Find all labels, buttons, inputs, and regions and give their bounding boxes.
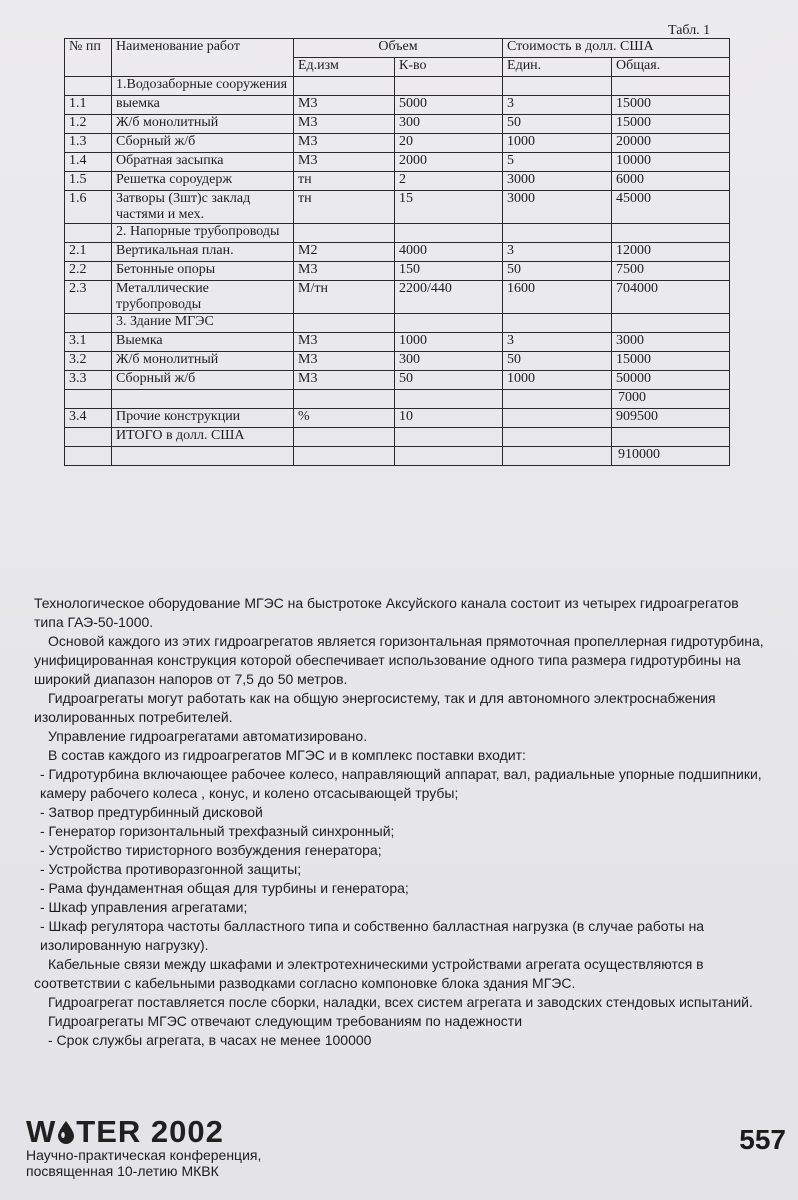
header-qty: К-во	[395, 58, 503, 77]
table-row	[65, 262, 730, 281]
cell-num: 1.6	[65, 191, 112, 224]
cell-total: 909500	[612, 409, 730, 428]
cell-qty: 300	[395, 352, 503, 371]
cell-qty: 2200/440	[395, 281, 503, 314]
cell-num: 1.2	[65, 115, 112, 134]
cell-qty	[395, 447, 503, 466]
cell-name: Обратная засыпка	[112, 153, 294, 172]
logo-text-right: TER 2002	[76, 1114, 224, 1149]
subtitle-line: Научно-практическая конференция,	[26, 1147, 262, 1163]
cell-total	[612, 77, 730, 96]
cell-qty: 10	[395, 409, 503, 428]
table-row	[65, 390, 730, 409]
list-item: - Шкаф управления агрегатами;	[40, 899, 248, 915]
cell-unit: М3	[294, 262, 395, 281]
cell-num	[65, 224, 112, 243]
cell-qty: 5000	[395, 96, 503, 115]
table-row	[65, 281, 730, 314]
cell-total: 50000	[612, 371, 730, 390]
cell-total: 15000	[612, 352, 730, 371]
cell-num	[65, 447, 112, 466]
cell-name: Решетка сороудерж	[112, 172, 294, 191]
cell-unit-price	[503, 447, 612, 466]
cell-total: 7000	[612, 390, 730, 409]
cell-qty: 300	[395, 115, 503, 134]
cell-total: 20000	[612, 134, 730, 153]
table-row	[65, 371, 730, 390]
cell-name	[112, 390, 294, 409]
cell-unit	[294, 428, 395, 447]
cell-unit: тн	[294, 191, 395, 224]
cell-total: 704000	[612, 281, 730, 314]
cell-name: Выемка	[112, 333, 294, 352]
cell-unit-price: 5	[503, 153, 612, 172]
cell-name: Ж/б монолитный	[112, 352, 294, 371]
header-num: № пп	[65, 39, 112, 77]
paragraph: Гидроагрегаты МГЭС отвечают следующим требованиям по надежности	[48, 1013, 523, 1029]
table-row	[65, 314, 730, 333]
cell-num: 1.5	[65, 172, 112, 191]
cell-name: Металлические трубопроводы	[112, 281, 294, 314]
list-item: - Затвор предтурбинный дисковой	[40, 804, 263, 820]
cell-qty: 2000	[395, 153, 503, 172]
cell-unit-price: 3000	[503, 172, 612, 191]
cell-unit: М3	[294, 153, 395, 172]
paragraph: Кабельные связи между шкафами и электротехническими устройствами агрегата осуществляются в соответствии с кабельными разводками согласно компоновке блока здания МГЭС.	[34, 956, 704, 991]
cell-unit: М3	[294, 96, 395, 115]
cell-num: 1.3	[65, 134, 112, 153]
works-cost-table	[64, 38, 730, 466]
cell-num: 1.4	[65, 153, 112, 172]
cell-unit: М3	[294, 115, 395, 134]
cell-unit-price: 3	[503, 96, 612, 115]
table-row	[65, 243, 730, 262]
cell-name	[112, 447, 294, 466]
cell-unit: М/тн	[294, 281, 395, 314]
header-cost: Стоимость в долл. США	[503, 39, 730, 58]
cell-unit-price: 1000	[503, 371, 612, 390]
cell-name: ИТОГО в долл. США	[112, 428, 294, 447]
cell-total: 910000	[612, 447, 730, 466]
table-row	[65, 134, 730, 153]
header-volume: Объем	[294, 39, 503, 58]
paragraph: Гидроагрегат поставляется после сборки, наладки, всех систем агрегата и заводских стендовых испытаний.	[48, 994, 753, 1010]
cell-num: 3.4	[65, 409, 112, 428]
cell-total: 7500	[612, 262, 730, 281]
list-item: - Устройства противоразгонной защиты;	[40, 861, 302, 877]
header-total: Общая.	[612, 58, 730, 77]
table-row	[65, 428, 730, 447]
subtitle-line: посвященная 10-летию МКВК	[26, 1163, 219, 1179]
cell-unit: М3	[294, 371, 395, 390]
cell-total: 12000	[612, 243, 730, 262]
cell-num	[65, 428, 112, 447]
cell-unit-price	[503, 77, 612, 96]
cell-num: 2.3	[65, 281, 112, 314]
paragraph: Технологическое оборудование МГЭС на быстротоке Аксуйского канала состоит из четырех гидроагрегатов типа ГАЭ-50-1000.	[34, 595, 739, 630]
cell-name: Затворы (3шт)с заклад частями и мех.	[112, 191, 294, 224]
cell-qty	[395, 390, 503, 409]
cell-unit: М3	[294, 352, 395, 371]
cell-name: Сборный ж/б	[112, 134, 294, 153]
cell-unit: М2	[294, 243, 395, 262]
cell-qty	[395, 77, 503, 96]
cell-num: 3.2	[65, 352, 112, 371]
water-drop-icon	[56, 1120, 76, 1144]
table-row	[65, 447, 730, 466]
cell-unit-price: 1600	[503, 281, 612, 314]
list-item: - Гидротурбина включающее рабочее колесо, направляющий аппарат, вал, радиальные упорные подшипники, камеру рабочего колеса , конус, и колено отсасывающей трубы;	[40, 766, 762, 801]
cell-unit	[294, 77, 395, 96]
page-number: 557	[739, 1124, 786, 1155]
cell-num: 1.1	[65, 96, 112, 115]
cell-unit-price: 3	[503, 333, 612, 352]
table-row	[65, 172, 730, 191]
cell-unit	[294, 224, 395, 243]
cell-total: 15000	[612, 115, 730, 134]
cell-qty: 1000	[395, 333, 503, 352]
cell-unit	[294, 390, 395, 409]
cell-total	[612, 428, 730, 447]
table-row	[65, 224, 730, 243]
table-row	[65, 352, 730, 371]
cell-qty: 4000	[395, 243, 503, 262]
list-item: - Шкаф регулятора частоты балластного типа и собственно балластная нагрузка (в случае работы на изолированную нагрузку).	[40, 918, 705, 953]
cell-qty	[395, 224, 503, 243]
cell-unit-price: 1000	[503, 134, 612, 153]
cell-num	[65, 77, 112, 96]
cell-unit: тн	[294, 172, 395, 191]
cell-name: 1.Водозаборные сооружения	[112, 77, 294, 96]
list-item: - Генератор горизонтальный трехфазный синхронный;	[40, 823, 395, 839]
cell-total: 45000	[612, 191, 730, 224]
cell-unit-price: 3	[503, 243, 612, 262]
cell-unit	[294, 314, 395, 333]
cell-qty	[395, 314, 503, 333]
cell-unit-price: 3000	[503, 191, 612, 224]
table-row	[65, 96, 730, 115]
cell-unit-price: 50	[503, 115, 612, 134]
cell-num	[65, 314, 112, 333]
table-row	[65, 153, 730, 172]
list-item: - Устройство тиристорного возбуждения генератора;	[40, 842, 382, 858]
cell-total: 6000	[612, 172, 730, 191]
table-row	[65, 409, 730, 428]
cell-unit: М3	[294, 333, 395, 352]
cell-num: 2.1	[65, 243, 112, 262]
cell-qty	[395, 428, 503, 447]
cell-name: Ж/б монолитный	[112, 115, 294, 134]
cell-num: 3.1	[65, 333, 112, 352]
paragraph: Гидроагрегаты могут работать как на общую энергосистему, так и для автономного электроснабжения изолированных потребителей.	[34, 690, 716, 725]
conference-subtitle	[26, 1147, 261, 1179]
conference-logo	[26, 1114, 224, 1150]
body-text	[34, 594, 764, 1050]
cell-qty: 50	[395, 371, 503, 390]
cell-num	[65, 390, 112, 409]
cell-name: Сборный ж/б	[112, 371, 294, 390]
cell-name: 2. Напорные трубопроводы	[112, 224, 294, 243]
table-row	[65, 115, 730, 134]
cell-unit: М3	[294, 134, 395, 153]
cell-unit-price	[503, 314, 612, 333]
cell-name: выемка	[112, 96, 294, 115]
cell-num: 2.2	[65, 262, 112, 281]
cell-total: 15000	[612, 96, 730, 115]
cell-name: 3. Здание МГЭС	[112, 314, 294, 333]
cell-unit-price	[503, 428, 612, 447]
cell-unit	[294, 447, 395, 466]
logo-text-left: W	[26, 1114, 57, 1149]
table-caption: Табл. 1	[668, 23, 711, 38]
cell-unit-price: 50	[503, 262, 612, 281]
cell-qty: 150	[395, 262, 503, 281]
cell-total	[612, 224, 730, 243]
cell-total: 3000	[612, 333, 730, 352]
cell-unit-price	[503, 224, 612, 243]
cell-total	[612, 314, 730, 333]
table-row	[65, 333, 730, 352]
cell-name: Бетонные опоры	[112, 262, 294, 281]
table-row	[65, 191, 730, 224]
cell-num: 3.3	[65, 371, 112, 390]
header-unit: Ед.изм	[294, 58, 395, 77]
cell-qty: 20	[395, 134, 503, 153]
paragraph: Управление гидроагрегатами автоматизировано.	[48, 728, 368, 744]
cell-unit: %	[294, 409, 395, 428]
cell-name: Прочие конструкции	[112, 409, 294, 428]
paragraph: - Срок службы агрегата, в часах не менее 100000	[48, 1032, 372, 1048]
table-row	[65, 77, 730, 96]
cell-unit-price: 50	[503, 352, 612, 371]
cell-qty: 2	[395, 172, 503, 191]
paragraph: Основой каждого из этих гидроагрегатов является горизонтальная прямоточная пропеллерная гидротурбина, унифицированная конструкция которой обеспечивает использование одного типа размера гидротурбины на широкий диапазон напоров от 7,5 до 50 метров.	[34, 633, 764, 687]
paragraph: В состав каждого из гидроагрегатов МГЭС и в комплекс поставки входит:	[48, 747, 526, 763]
cell-total: 10000	[612, 153, 730, 172]
cell-unit-price	[503, 409, 612, 428]
cell-qty: 15	[395, 191, 503, 224]
list-item: - Рама фундаментная общая для турбины и генератора;	[40, 880, 409, 896]
header-unit-price: Един.	[503, 58, 612, 77]
header-name: Наименование работ	[112, 39, 294, 77]
cell-name: Вертикальная план.	[112, 243, 294, 262]
cell-unit-price	[503, 390, 612, 409]
